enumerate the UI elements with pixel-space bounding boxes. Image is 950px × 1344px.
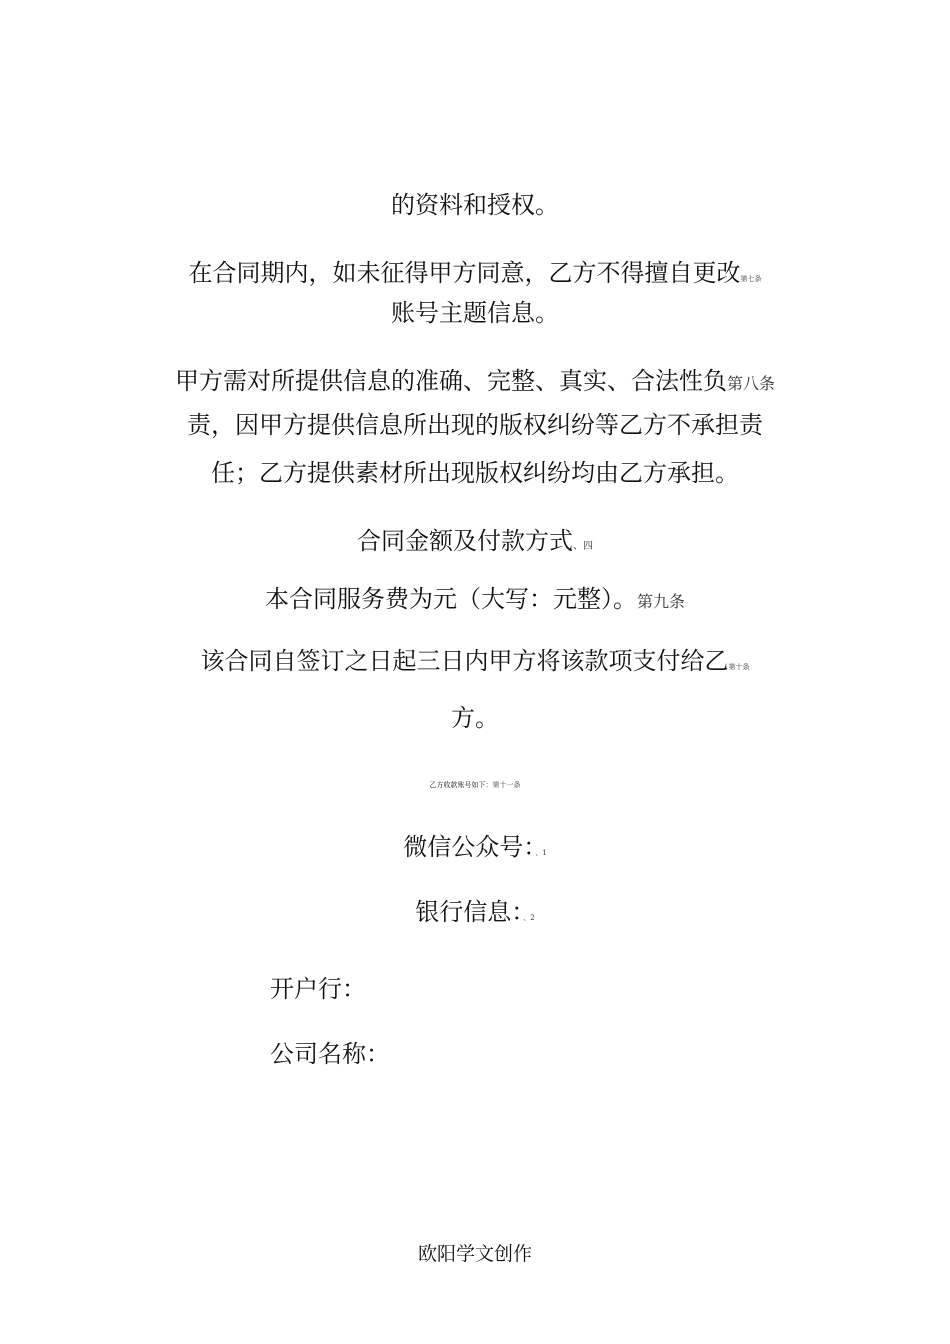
text-line-5 (0, 410, 950, 440)
text-line-1 (0, 190, 950, 220)
page-footer (0, 1242, 950, 1266)
text-line-8-body: 本合同服务费为元（大写：元整）。 (264, 585, 637, 613)
company-name-label: 公司名称： (270, 1040, 390, 1068)
text-line-2 (0, 258, 950, 294)
text-line-1-body: 的资料和授权。 (391, 191, 559, 219)
section-4-note: 、四 (573, 541, 593, 552)
text-line-15 (270, 1039, 390, 1069)
clause-7-note: 第七条 (740, 275, 762, 283)
text-line-2-body: 在合同期内，如未征得甲方同意，乙方不得擅自更改 (188, 259, 741, 287)
text-line-14 (270, 974, 366, 1004)
text-line-3 (0, 298, 950, 328)
item-2-note: 、2 (523, 914, 535, 922)
bank-branch-label: 开户行： (270, 975, 366, 1003)
text-line-9-body: 该合同自签订之日起三日内甲方将该款项支付给乙 (200, 647, 729, 675)
text-line-10-body: 方。 (451, 704, 499, 732)
footer-text: 欧阳学文创作 (417, 1243, 532, 1265)
text-line-8 (0, 584, 950, 617)
item-1-note: 、1 (535, 849, 547, 857)
text-line-4 (0, 366, 950, 399)
text-line-6 (0, 458, 950, 488)
text-line-10 (0, 703, 950, 733)
text-line-3-body: 账号主题信息。 (391, 299, 559, 327)
text-line-4-body: 甲方需对所提供信息的准确、完整、真实、合法性负 (174, 367, 727, 395)
clause-10-note: 第十条 (728, 663, 750, 671)
text-line-9 (0, 646, 950, 682)
text-line-13 (0, 897, 950, 933)
text-line-11 (0, 780, 950, 790)
clause-11-note: 第十一条 (492, 781, 521, 789)
text-line-5-body: 责，因甲方提供信息所出现的版权纠纷等乙方不承担责 (187, 411, 763, 439)
wechat-label: 微信公众号： (403, 833, 536, 861)
clause-9-note: 第九条 (636, 592, 685, 611)
text-line-12 (0, 832, 950, 868)
clause-8-note: 第八条 (726, 374, 775, 393)
text-line-6-body: 任；乙方提供素材所出现版权纠纷均由乙方承担。 (211, 459, 739, 487)
section-heading-4 (0, 526, 950, 562)
bank-info-label: 银行信息： (415, 898, 524, 926)
section-heading-4-body: 合同金额及付款方式 (357, 527, 573, 555)
text-line-11-body: 乙方收款账号如下： (429, 781, 493, 789)
